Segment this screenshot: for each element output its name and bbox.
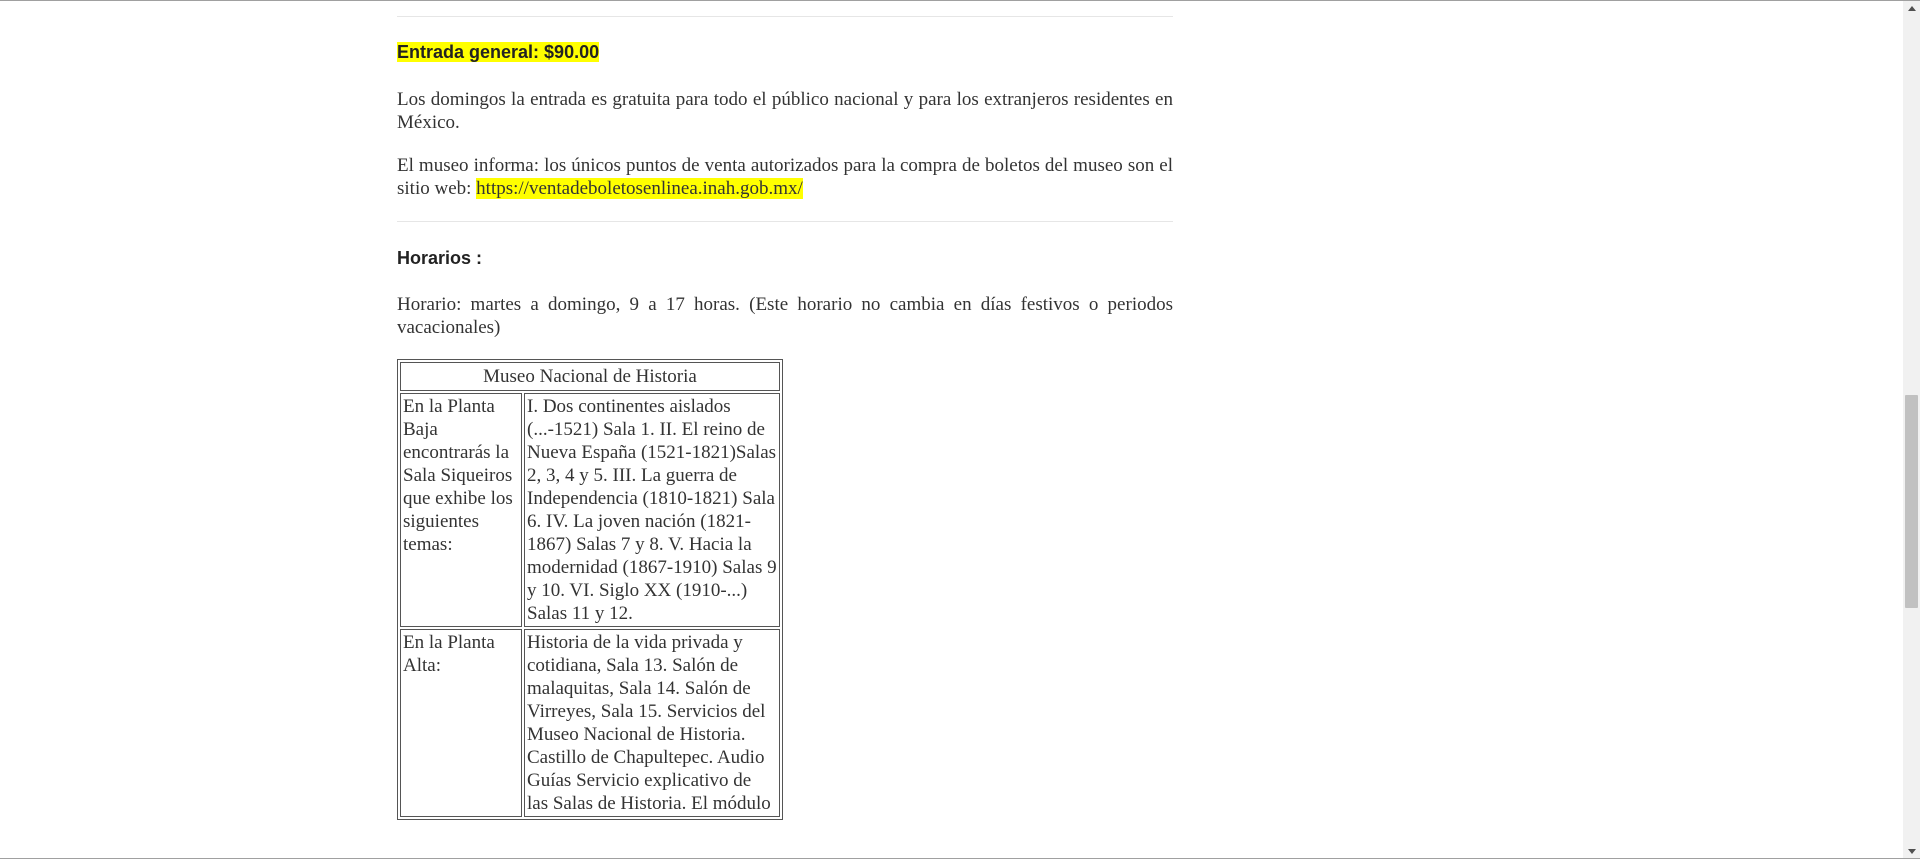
divider-top: [397, 16, 1173, 17]
scroll-down-button[interactable]: [1903, 844, 1920, 858]
sunday-free-note: Los domingos la entrada es gratuita para todo el público nacional y para los extranjeros residentes en México.: [397, 89, 1173, 133]
scroll-up-button[interactable]: [1903, 1, 1920, 15]
table-header-row: [400, 362, 780, 391]
window-bottom-border: [0, 858, 1920, 859]
arrow-down-icon: [1908, 849, 1916, 854]
museum-info-table: [397, 359, 783, 820]
divider-middle: [397, 221, 1173, 222]
table-row-content: I. Dos continentes aislados (...-1521) Sala 1. II. El reino de Nueva España (1521-1821)Salas 2, 3, 4 y 5. III. La guerra de Independencia (1810-1821) Sala 6. IV. La joven nación (1821-1867) Salas 7 y 8. V. Hacia la modernidad (1867-1910) Salas 9 y 10. VI. Siglo XX (1910-...) Salas 11 y 12.: [524, 393, 780, 627]
vertical-scrollbar[interactable]: [1903, 1, 1920, 858]
authorized-sales-note: [397, 154, 1173, 200]
table-row: [400, 393, 780, 627]
table-row-label: En la Planta Alta:: [400, 629, 522, 817]
ticket-sales-link[interactable]: https://ventadeboletosenlinea.inah.gob.mx/: [476, 178, 803, 199]
scrollbar-thumb[interactable]: [1905, 395, 1918, 608]
table-row: [400, 629, 780, 817]
page-content: [397, 0, 1173, 858]
general-admission-text: Entrada general: $90.00: [397, 42, 600, 62]
schedule-text: Horario: martes a domingo, 9 a 17 horas. (Este horario no cambia en días festivos o periodos vacacionales): [397, 294, 1173, 338]
arrow-up-icon: [1908, 6, 1916, 11]
table-header-cell: Museo Nacional de Historia: [400, 362, 780, 391]
schedule-heading: Horarios :: [397, 248, 483, 268]
table-row-content: Historia de la vida privada y cotidiana, Sala 13. Salón de malaquitas, Sala 14. Salón de Virreyes, Sala 15. Servicios del Museo Nacional de Historia. Castillo de Chapultepec. Audio Guías Servicio explicativo de las Salas de Historia. El módulo: [524, 629, 780, 817]
general-admission-price: [397, 41, 599, 64]
authorized-sales-text: El museo informa: los únicos puntos de venta autorizados para la compra de boletos del museo son el sitio web:: [397, 155, 1173, 199]
table-row-label: En la Planta Baja encontrarás la Sala Siqueiros que exhibe los siguientes temas:: [400, 393, 522, 627]
